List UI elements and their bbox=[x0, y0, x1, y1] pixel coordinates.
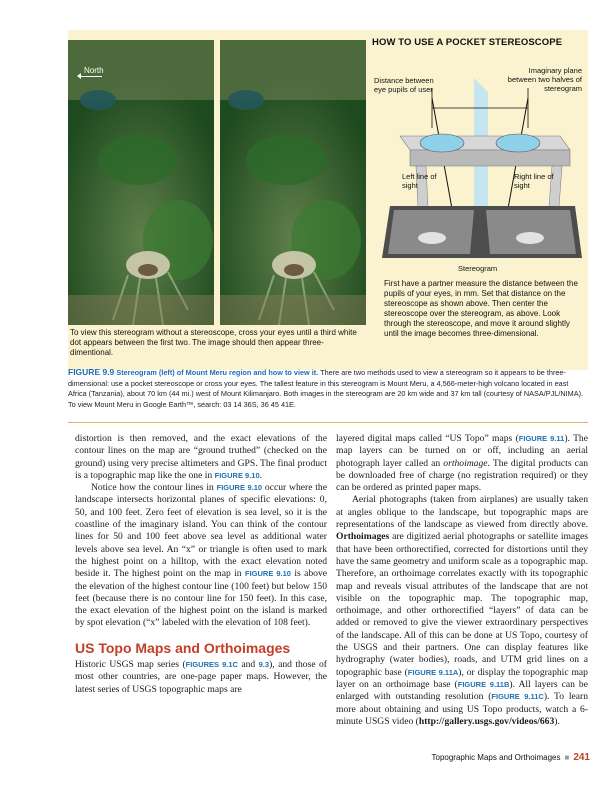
north-label: North bbox=[84, 66, 104, 75]
figure-reference-link[interactable]: FIGURE 9.10 bbox=[216, 483, 263, 493]
term-orthoimages: Orthoimages bbox=[336, 531, 390, 543]
figure-caption-text: There are two methods used to view a stereogram so it appears to be three-dimensional: use a pocket stereoscope or cross your eyes. The tallest feature in this stereogram is Mount Meru, a 4,566-meter-high volcano located in east Africa (Tanzania), about 70 km (44 mi.) west of Mount Kilimanjaro. Both images in the stereogram are 20 km wide and 37 km tall (courtesy of NASA/PJL/NIMA). To view Mount Meru in Google Earth™, search: 03 14 36S, 36 45 41E. bbox=[68, 368, 584, 409]
label-distance-eyes: Distance between eye pupils of user bbox=[374, 76, 434, 94]
figure-reference-link[interactable]: 9.3 bbox=[258, 660, 270, 670]
label-imaginary-plane: Imaginary plane between two halves of stereogram bbox=[507, 66, 582, 93]
figure-reference-link[interactable]: FIGURE 9.10 bbox=[244, 569, 291, 579]
right-lens-icon bbox=[496, 134, 540, 152]
stereogram-right-image bbox=[220, 40, 366, 325]
paragraph: Aerial photographs (taken from airplanes) are usually taken at angles oblique to the landscape, but topographic maps are representations of the landscape as viewed from directly above. Orthoimages are digitized aerial photographs or satellite images that have been orthorectified, corrected for distortions until they have the same geometry and uniform scale as a topographic map. Therefore, an orthoimage correlates exactly with its topographic map and reveals visual attributes of the landscape that are not visible on the topographic map. The topographic map, orthoimage, and other orthorectified “layers” of data can be added or removed to give the viewer extraordinary perspectives of the landscape. All of this can be done at US Topo, courtesy of the USGS and their partners. One can display features like hydrography (water bodies), roads, and UTM grid lines on a topographic base (FIGURE 9.11A), or display the topographic map layer on an orthoimage base (FIGURE 9.11B). All layers can be enlarged with outstanding resolution (FIGURE 9.11C). To learn more about obtaining and using US Topo products, watch a 6-minute USGS video (http://gallery.usgs.gov/videos/663). bbox=[336, 494, 588, 727]
footer-separator: ■ bbox=[564, 753, 570, 762]
figure-caption-right: First have a partner measure the distance between the pupils of your eyes, in mm. Set that distance on the stereoscope as shown above. Then center the stereoscope over the stereogram, as above. Look through the stereoscope, and move it around slightly until the image becomes three-dimensional. bbox=[384, 279, 578, 338]
figure-reference-link[interactable]: FIGURE 9.10 bbox=[214, 470, 260, 480]
page-number: 241 bbox=[573, 752, 590, 763]
divider bbox=[68, 422, 588, 423]
label-left-sight: Left line of sight bbox=[402, 172, 437, 190]
figure-reference-link[interactable]: FIGURE 9.11B bbox=[457, 679, 510, 689]
figure-caption bbox=[68, 367, 588, 410]
figure-reference-link[interactable]: FIGURE 9.11A bbox=[407, 667, 459, 677]
figure-number: FIGURE 9.9 bbox=[68, 367, 115, 377]
video-link[interactable]: http://gallery.usgs.gov/videos/663 bbox=[418, 715, 555, 727]
figure-title: Stereogram (left) of Mount Meru region and how to view it. bbox=[116, 368, 319, 377]
term-orthoimage: orthoimage bbox=[443, 457, 488, 469]
paragraph: distortion is then removed, and the exact elevations of the contour lines on the map are “ground truthed” (checked on the ground) using very precise altimeters and GPS. The final product is a topographic map like the one in FIGURE 9.10. bbox=[75, 433, 327, 481]
figure-reference-link[interactable]: FIGURES 9.1C bbox=[185, 660, 238, 670]
section-heading: US Topo Maps and Orthoimages bbox=[75, 639, 291, 656]
label-right-sight: Right line of sight bbox=[514, 172, 554, 190]
stereogram-left-image bbox=[68, 40, 214, 325]
figure-reference-link[interactable]: FIGURE 9.11 bbox=[518, 434, 565, 443]
body-column-left bbox=[75, 433, 327, 696]
north-arrow-icon bbox=[80, 76, 102, 77]
label-stereogram: Stereogram bbox=[458, 264, 498, 273]
footer-section-title: Topographic Maps and Orthoimages bbox=[431, 753, 561, 762]
body-column-right bbox=[336, 433, 588, 728]
paragraph: layered digital maps called “US Topo” maps (FIGURE 9.11). The map layers can be turned on or off, including an aerial photograph layer called an orthoimage. The digital products can be downloaded free of charge (no registration required) or they can be ordered as printed paper maps. bbox=[336, 433, 588, 494]
page-footer bbox=[395, 752, 590, 763]
left-lens-icon bbox=[420, 134, 464, 152]
figure-caption-left: To view this stereogram without a stereoscope, cross your eyes until a third white dot appears between the first two. The image should then appear three-dimentional. bbox=[70, 328, 357, 357]
paragraph: Historic USGS map series (FIGURES 9.1C and 9.3), and those of most other countries, are one-page paper maps. However, the latest series of USGS topographic maps are bbox=[75, 659, 328, 695]
diagram-title: HOW TO USE A POCKET STEREOSCOPE bbox=[372, 37, 563, 48]
figure-reference-link[interactable]: FIGURE 9.11C bbox=[491, 692, 544, 702]
paragraph: Notice how the contour lines in FIGURE 9.10 occur where the landscape intersects horizontal planes of specific elevations: 0, 50, and 100 feet. Zero feet of elevation is sea level, so it is the coastline of the imaginary island. You can think of the contour lines for 50 and 100 feet above sea level as additional water levels above sea level. An “x” or triangle is often used to mark the highest point on a hilltop, with the exact elevation noted beside it. The highest point on the map in FIGURE 9.10 is above the elevation of the highest contour line (100 feet) but below 150 feet (because there is no contour line for 150 feet). In this case, the exact elevation of the highest point on the island is marked by spot elevation (“x” labeled with the elevation of 108 feet). bbox=[75, 482, 328, 629]
